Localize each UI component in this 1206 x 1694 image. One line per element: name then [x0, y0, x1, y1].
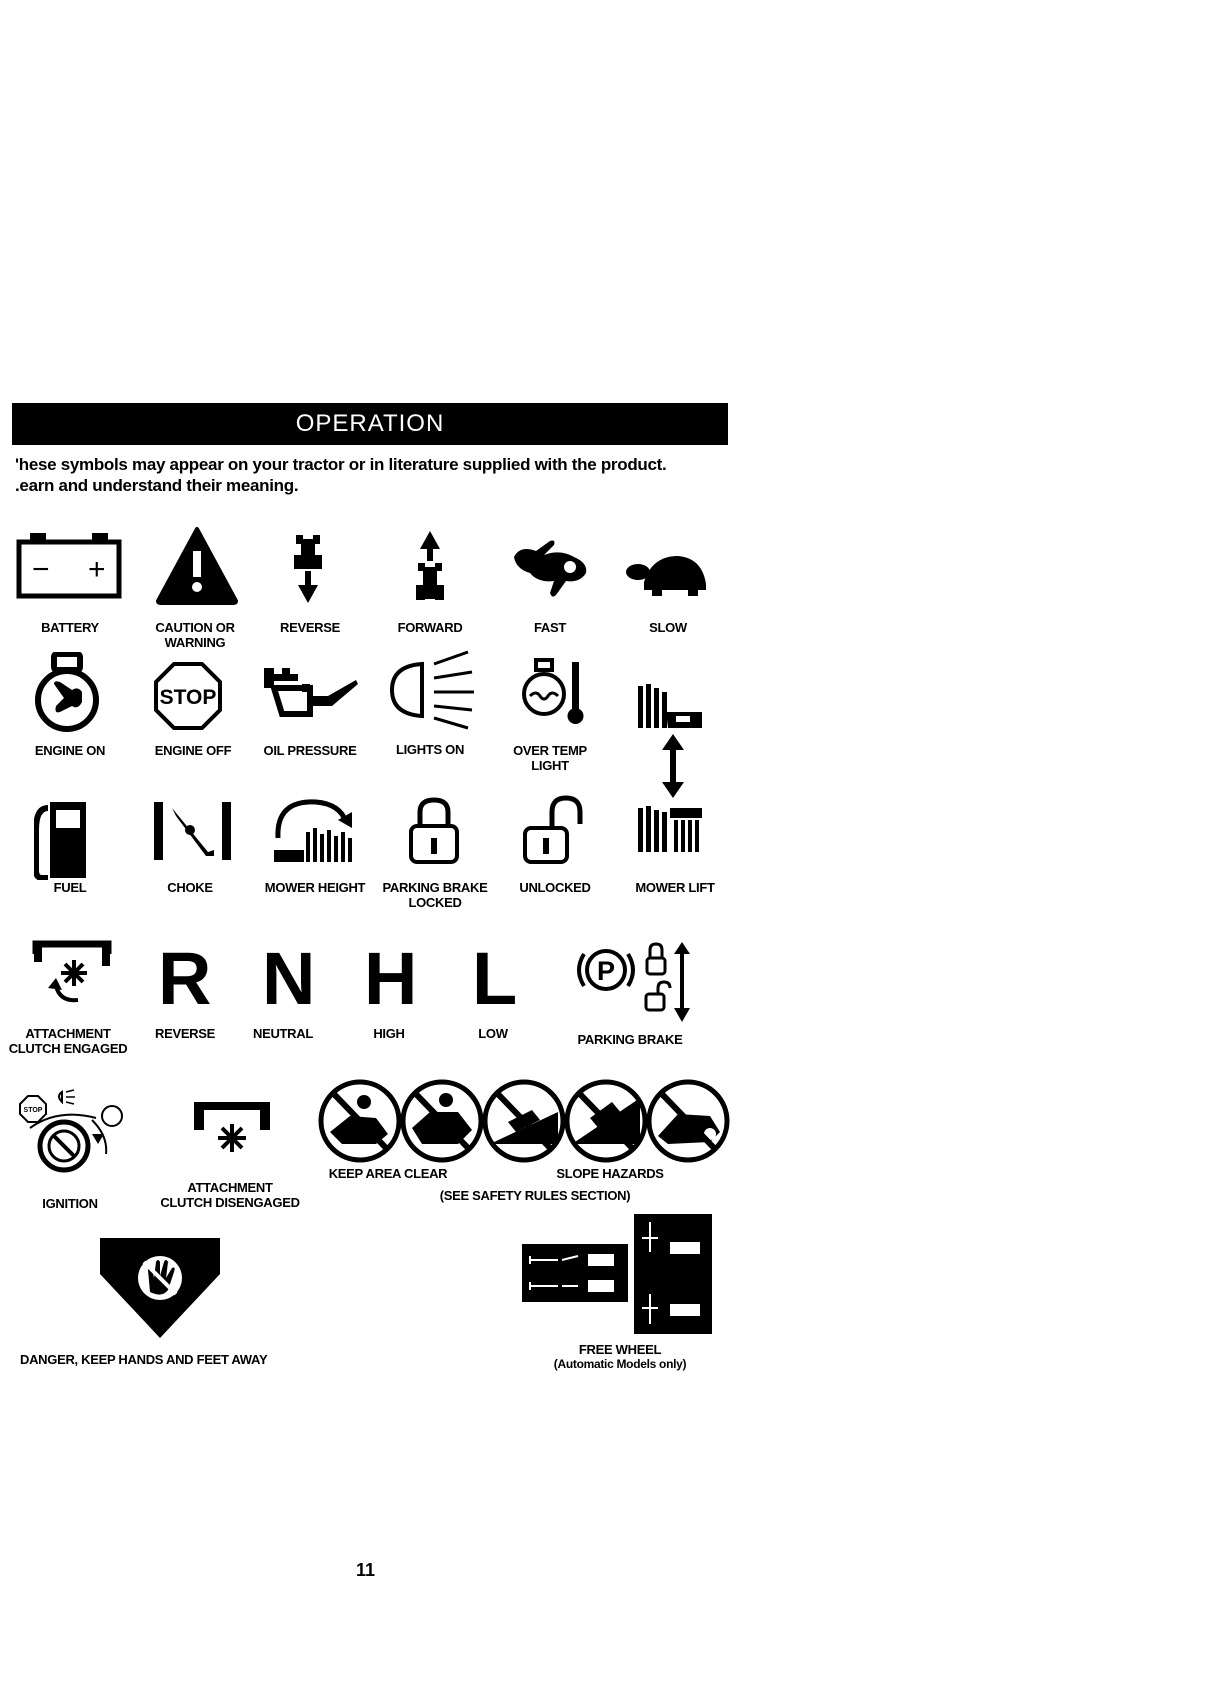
keep-clear-label: KEEP AREA CLEAR — [328, 1166, 448, 1181]
gear-reverse-label: REVERSE — [154, 1026, 216, 1041]
oil-can-icon — [262, 666, 360, 722]
attach-disengaged-label-line2: CLUTCH DISENGAGED — [160, 1195, 300, 1210]
intro-line-1: 'hese symbols may appear on your tractor or in literature supplied with the product. — [15, 455, 667, 474]
lights-on-label: LIGHTS ON — [395, 742, 465, 757]
padlock-locked-icon — [408, 796, 460, 866]
battery-minus: − — [32, 553, 50, 586]
engine-on-label: ENGINE ON — [34, 743, 106, 758]
engine-off-stop-icon — [154, 662, 222, 730]
attach-disengaged-label — [150, 1180, 310, 1210]
parking-brake-icon — [574, 942, 694, 1026]
attach-disengaged-label-line1: ATTACHMENT — [187, 1180, 273, 1195]
headlight-icon — [388, 648, 480, 732]
parking-brake-p: P — [596, 956, 616, 986]
reverse-tractor-icon — [290, 533, 326, 603]
slope-hazard-icon-2 — [567, 1082, 645, 1160]
over-temp-label-line1: OVER TEMP — [513, 743, 587, 758]
forward-label: FORWARD — [397, 620, 463, 635]
engine-on-icon — [34, 652, 100, 734]
mower-height-label: MOWER HEIGHT — [264, 880, 366, 895]
battery-plus: + — [88, 553, 106, 586]
attach-engaged-label — [8, 1026, 128, 1056]
caution-icon — [156, 527, 238, 605]
parking-locked-label-line1: PARKING BRAKE — [382, 880, 488, 895]
caution-label — [140, 620, 250, 650]
keep-clear-icon-1 — [321, 1082, 399, 1160]
attach-engaged-label-line2: CLUTCH ENGAGED — [8, 1041, 128, 1056]
danger-hand-icon — [96, 1234, 224, 1342]
ignition-switch-icon — [12, 1088, 128, 1178]
lift-arrow-icon — [662, 734, 684, 798]
free-wheel-label-line2: (Automatic Models only) — [553, 1357, 687, 1371]
battery-icon — [16, 533, 122, 601]
ignition-stop-text: STOP — [23, 1107, 43, 1114]
forward-tractor-icon — [412, 531, 448, 603]
mower-raised-icon — [636, 680, 704, 730]
engine-off-label: ENGINE OFF — [154, 743, 232, 758]
free-wheel-decal — [522, 1212, 716, 1336]
attachment-disengaged-icon — [192, 1102, 272, 1164]
slope-hazard-icon-3 — [649, 1082, 727, 1160]
gear-low-label: LOW — [478, 1026, 508, 1041]
parking-locked-label-line2: LOCKED — [408, 895, 462, 910]
parking-brake-label: PARKING BRAKE — [577, 1032, 683, 1047]
parking-locked-label — [370, 880, 500, 910]
choke-label: CHOKE — [167, 880, 213, 895]
safety-hazard-pictograms — [318, 1078, 730, 1164]
turtle-icon — [622, 552, 708, 598]
slope-note: (SEE SAFETY RULES SECTION) — [439, 1188, 631, 1203]
mower-height-icon — [272, 792, 358, 864]
section-title: OPERATION — [295, 410, 445, 437]
fast-label: FAST — [533, 620, 567, 635]
slow-label: SLOW — [649, 620, 687, 635]
caution-label-line1: CAUTION OR — [155, 620, 235, 635]
fuel-pump-icon — [34, 800, 88, 880]
intro-text — [15, 454, 735, 496]
gear-high-label: HIGH — [373, 1026, 405, 1041]
fuel-label: FUEL — [53, 880, 87, 895]
mower-lowered-icon — [636, 804, 704, 854]
gear-reverse-glyph: R — [158, 937, 212, 1020]
intro-line-2: .earn and understand their meaning. — [15, 476, 299, 495]
oil-pressure-label: OIL PRESSURE — [263, 743, 357, 758]
free-wheel-label — [510, 1342, 730, 1372]
page-number: 11 — [356, 1560, 376, 1580]
reverse-label: REVERSE — [279, 620, 341, 635]
attachment-engaged-icon — [30, 940, 114, 1012]
unlocked-label: UNLOCKED — [519, 880, 591, 895]
rabbit-icon — [510, 537, 590, 599]
gear-low-glyph: L — [472, 937, 518, 1020]
slope-label: SLOPE HAZARDS — [556, 1166, 664, 1181]
ignition-label: IGNITION — [42, 1196, 98, 1211]
attach-engaged-label-line1: ATTACHMENT — [25, 1026, 111, 1041]
mower-lift-label: MOWER LIFT — [635, 880, 715, 895]
choke-icon — [152, 802, 236, 862]
keep-clear-icon-2 — [403, 1082, 481, 1160]
gear-neutral-label: NEUTRAL — [252, 1026, 313, 1041]
engine-off-stop-text: STOP — [159, 686, 217, 709]
battery-label: BATTERY — [41, 620, 99, 635]
section-title-banner — [12, 403, 728, 445]
gear-neutral-glyph: N — [262, 937, 316, 1020]
over-temp-label-line2: LIGHT — [531, 758, 569, 773]
over-temp-icon — [522, 658, 586, 728]
free-wheel-label-line1: FREE WHEEL — [578, 1342, 662, 1357]
gear-high-glyph: H — [364, 937, 418, 1020]
caution-label-line2: WARNING — [164, 635, 226, 650]
padlock-unlocked-icon — [522, 794, 586, 866]
danger-label: DANGER, KEEP HANDS AND FEET AWAY — [20, 1352, 268, 1367]
over-temp-label — [500, 743, 600, 773]
slope-hazard-icon-1 — [485, 1082, 563, 1160]
